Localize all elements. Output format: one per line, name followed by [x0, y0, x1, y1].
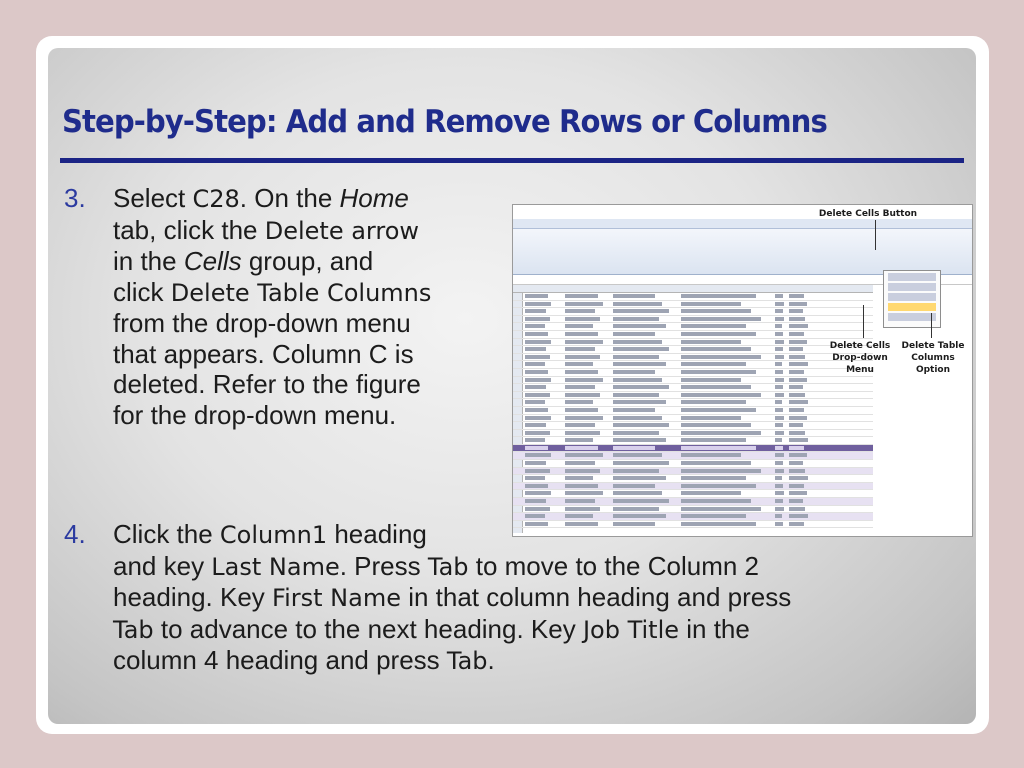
table-row	[513, 407, 873, 415]
cell-placeholder	[613, 499, 669, 503]
cell-placeholder	[565, 400, 593, 404]
menu-item	[888, 293, 936, 301]
cell-placeholder	[789, 294, 804, 298]
cell-placeholder	[681, 423, 751, 427]
cell-placeholder	[789, 507, 805, 511]
cell-placeholder	[789, 378, 807, 382]
cell-placeholder	[789, 522, 804, 526]
cell-placeholder	[613, 355, 659, 359]
cell-placeholder	[789, 499, 803, 503]
cell-placeholder	[789, 484, 804, 488]
cell-placeholder	[775, 499, 783, 503]
cell-placeholder	[613, 416, 662, 420]
cell-placeholder	[565, 355, 600, 359]
cell-placeholder	[525, 416, 551, 420]
table-row	[513, 384, 873, 392]
cell-placeholder	[789, 408, 804, 412]
cell-placeholder	[681, 302, 741, 306]
cell-placeholder	[525, 469, 550, 473]
cell-placeholder	[525, 522, 548, 526]
cell-placeholder	[789, 491, 807, 495]
cell-placeholder	[681, 393, 761, 397]
cell-placeholder	[789, 438, 808, 442]
slide-title: Step-by-Step: Add and Remove Rows or Columns	[62, 104, 827, 140]
cell-placeholder	[613, 393, 659, 397]
callout-delete-cells-dropdown: Delete Cells Drop-down Menu	[829, 341, 891, 375]
table-row	[513, 452, 873, 460]
cell-placeholder	[613, 446, 655, 450]
menu-item-delete-table-columns	[888, 303, 936, 311]
cell-placeholder	[775, 362, 782, 366]
cell-placeholder	[681, 469, 761, 473]
cell-placeholder	[789, 340, 807, 344]
cell-placeholder	[565, 385, 595, 389]
cell-placeholder	[775, 378, 784, 382]
cell-placeholder	[681, 309, 751, 313]
cell-placeholder	[789, 416, 807, 420]
cell-placeholder	[681, 355, 761, 359]
cell-placeholder	[565, 484, 598, 488]
cell-placeholder	[681, 514, 746, 518]
cell-placeholder	[789, 469, 805, 473]
cell-placeholder	[789, 362, 808, 366]
cell-placeholder	[775, 416, 784, 420]
cell-placeholder	[525, 332, 548, 336]
table-row	[513, 475, 873, 483]
cell-placeholder	[681, 317, 761, 321]
table-row	[513, 430, 873, 438]
table-row	[513, 498, 873, 506]
cell-placeholder	[565, 416, 603, 420]
cell-placeholder	[525, 355, 550, 359]
cell-placeholder	[565, 324, 593, 328]
cell-placeholder	[613, 507, 659, 511]
table-row	[513, 513, 873, 521]
cell-placeholder	[789, 370, 804, 374]
cell-placeholder	[565, 332, 598, 336]
cell-placeholder	[681, 431, 761, 435]
cell-placeholder	[681, 416, 741, 420]
cell-placeholder	[681, 385, 751, 389]
cell-placeholder	[525, 408, 548, 412]
cell-placeholder	[613, 491, 662, 495]
cell-placeholder	[775, 453, 784, 457]
cell-placeholder	[525, 294, 548, 298]
cell-placeholder	[775, 461, 783, 465]
table-row	[513, 460, 873, 468]
cell-placeholder	[613, 438, 666, 442]
cell-placeholder	[789, 400, 808, 404]
excel-screenshot-figure	[512, 204, 973, 537]
cell-placeholder	[613, 453, 662, 457]
cell-placeholder	[613, 324, 666, 328]
cell-placeholder	[565, 302, 603, 306]
step-3-number: 3.	[64, 183, 86, 213]
cell-placeholder	[565, 476, 593, 480]
cell-placeholder	[681, 453, 741, 457]
cell-placeholder	[613, 294, 655, 298]
cell-placeholder	[775, 324, 782, 328]
cell-placeholder	[525, 385, 546, 389]
table-row	[513, 521, 873, 529]
cell-placeholder	[525, 507, 550, 511]
cell-placeholder	[613, 385, 669, 389]
cell-placeholder	[565, 522, 598, 526]
cell-placeholder	[775, 309, 783, 313]
cell-placeholder	[775, 476, 782, 480]
table-row	[513, 293, 873, 301]
cell-placeholder	[613, 362, 666, 366]
cell-placeholder	[681, 408, 756, 412]
table-row	[513, 323, 873, 331]
cell-placeholder	[775, 446, 783, 450]
cell-placeholder	[565, 499, 595, 503]
callout-delete-table-columns-option: Delete Table Columns Option	[901, 341, 965, 375]
menu-item	[888, 283, 936, 291]
cell-placeholder	[775, 400, 782, 404]
cell-placeholder	[681, 499, 751, 503]
cell-placeholder	[613, 347, 669, 351]
column-headers	[513, 285, 873, 293]
cell-placeholder	[613, 522, 655, 526]
cell-placeholder	[775, 294, 783, 298]
table-row	[513, 506, 873, 514]
cell-placeholder	[565, 514, 593, 518]
cell-placeholder	[613, 378, 662, 382]
cell-placeholder	[775, 522, 783, 526]
cell-placeholder	[789, 324, 808, 328]
cell-placeholder	[681, 491, 741, 495]
cell-placeholder	[525, 347, 546, 351]
cell-placeholder	[681, 332, 756, 336]
cell-placeholder	[565, 438, 593, 442]
cell-placeholder	[681, 446, 756, 450]
cell-placeholder	[525, 438, 545, 442]
cell-placeholder	[525, 309, 546, 313]
cell-placeholder	[525, 317, 550, 321]
step-3-text: Select C28. On the Home tab, click the Delete arrow in the Cells group, and click Delete Table Columns from the drop-down menu that appears. Column C is deleted. Refer to the figure for the drop-down menu.	[113, 183, 432, 430]
cell-placeholder	[525, 461, 546, 465]
cell-placeholder	[565, 317, 600, 321]
cell-placeholder	[525, 302, 551, 306]
cell-placeholder	[525, 362, 545, 366]
cell-placeholder	[525, 476, 545, 480]
table-row	[513, 339, 873, 347]
cell-placeholder	[775, 507, 784, 511]
cell-placeholder	[525, 423, 546, 427]
cell-placeholder	[525, 514, 545, 518]
cell-placeholder	[775, 332, 783, 336]
table-row	[513, 415, 873, 423]
ribbon	[513, 229, 972, 275]
cell-placeholder	[775, 355, 784, 359]
table-row	[513, 445, 873, 453]
step-4-text: Click the Column1 heading and key Last Name. Press Tab to move to the Column 2 heading. Key First Name in that column heading and press Tab to advance to the next heading. Key Job Title in the column 4 heading and press Tab.	[113, 519, 792, 675]
cell-placeholder	[775, 340, 784, 344]
cell-placeholder	[681, 294, 756, 298]
cell-placeholder	[613, 461, 669, 465]
ribbon-tabs	[513, 219, 972, 229]
cell-placeholder	[681, 484, 756, 488]
cell-placeholder	[565, 469, 600, 473]
cell-placeholder	[775, 469, 784, 473]
cell-placeholder	[789, 347, 803, 351]
cell-placeholder	[681, 522, 756, 526]
cell-placeholder	[775, 408, 783, 412]
cell-placeholder	[565, 491, 603, 495]
cell-placeholder	[613, 484, 655, 488]
cell-placeholder	[613, 469, 659, 473]
cell-placeholder	[613, 400, 666, 404]
cell-placeholder	[681, 438, 746, 442]
table-row	[513, 308, 873, 316]
cell-placeholder	[525, 431, 550, 435]
cell-placeholder	[789, 446, 804, 450]
cell-placeholder	[775, 302, 784, 306]
cell-placeholder	[789, 431, 805, 435]
menu-item	[888, 313, 936, 321]
step-4-number: 4.	[64, 519, 86, 549]
cell-placeholder	[525, 378, 551, 382]
table-row	[513, 483, 873, 491]
cell-placeholder	[789, 423, 803, 427]
cell-placeholder	[525, 393, 550, 397]
cell-placeholder	[565, 453, 603, 457]
cell-placeholder	[565, 507, 600, 511]
cell-placeholder	[565, 423, 595, 427]
cell-placeholder	[613, 340, 662, 344]
table-row	[513, 301, 873, 309]
cell-placeholder	[789, 309, 803, 313]
cell-placeholder	[525, 370, 548, 374]
cell-placeholder	[681, 340, 741, 344]
cell-placeholder	[681, 400, 746, 404]
table-row	[513, 369, 873, 377]
cell-placeholder	[565, 431, 600, 435]
cell-placeholder	[565, 461, 595, 465]
cell-placeholder	[681, 507, 761, 511]
cell-placeholder	[775, 317, 784, 321]
cell-placeholder	[613, 431, 659, 435]
cell-placeholder	[525, 499, 546, 503]
cell-placeholder	[525, 491, 551, 495]
cell-placeholder	[789, 332, 804, 336]
delete-dropdown-menu	[883, 270, 941, 328]
worksheet-rows	[513, 293, 873, 528]
table-row	[513, 399, 873, 407]
cell-placeholder	[565, 294, 598, 298]
cell-placeholder	[681, 347, 751, 351]
cell-placeholder	[613, 476, 666, 480]
table-row	[513, 392, 873, 400]
table-row	[513, 354, 873, 362]
cell-placeholder	[613, 332, 655, 336]
cell-placeholder	[565, 340, 603, 344]
cell-placeholder	[789, 476, 808, 480]
cell-placeholder	[565, 378, 603, 382]
cell-placeholder	[789, 393, 805, 397]
cell-placeholder	[525, 446, 548, 450]
cell-placeholder	[775, 385, 783, 389]
cell-placeholder	[525, 324, 545, 328]
cell-placeholder	[613, 309, 669, 313]
cell-placeholder	[565, 370, 598, 374]
callout-line	[931, 313, 932, 338]
cell-placeholder	[525, 484, 548, 488]
cell-placeholder	[775, 514, 782, 518]
cell-placeholder	[565, 408, 598, 412]
cell-placeholder	[565, 347, 595, 351]
table-row	[513, 490, 873, 498]
cell-placeholder	[613, 370, 655, 374]
cell-placeholder	[775, 491, 784, 495]
table-row	[513, 331, 873, 339]
cell-placeholder	[565, 309, 595, 313]
callout-delete-cells-button: Delete Cells Button	[818, 209, 918, 219]
cell-placeholder	[789, 355, 805, 359]
cell-placeholder	[775, 347, 783, 351]
table-row	[513, 437, 873, 445]
cell-placeholder	[613, 317, 659, 321]
cell-placeholder	[681, 370, 756, 374]
cell-placeholder	[525, 400, 545, 404]
cell-placeholder	[789, 317, 805, 321]
cell-placeholder	[789, 514, 808, 518]
cell-placeholder	[613, 423, 669, 427]
cell-placeholder	[775, 370, 783, 374]
cell-placeholder	[789, 302, 807, 306]
menu-item	[888, 273, 936, 281]
cell-placeholder	[613, 514, 666, 518]
table-row	[513, 468, 873, 476]
cell-placeholder	[681, 476, 746, 480]
title-underline	[60, 158, 964, 163]
cell-placeholder	[775, 393, 784, 397]
cell-placeholder	[565, 362, 593, 366]
cell-placeholder	[789, 453, 807, 457]
cell-placeholder	[681, 362, 746, 366]
cell-placeholder	[789, 385, 803, 389]
cell-placeholder	[525, 340, 551, 344]
cell-placeholder	[525, 453, 551, 457]
cell-placeholder	[775, 484, 783, 488]
cell-placeholder	[681, 378, 741, 382]
cell-placeholder	[681, 324, 746, 328]
cell-placeholder	[681, 461, 751, 465]
callout-line	[875, 220, 876, 250]
table-row	[513, 377, 873, 385]
cell-placeholder	[613, 408, 655, 412]
table-row	[513, 422, 873, 430]
cell-placeholder	[789, 461, 803, 465]
cell-placeholder	[775, 438, 782, 442]
cell-placeholder	[565, 446, 598, 450]
cell-placeholder	[775, 423, 783, 427]
table-row	[513, 316, 873, 324]
cell-placeholder	[775, 431, 784, 435]
cell-placeholder	[613, 302, 662, 306]
table-row	[513, 346, 873, 354]
callout-line	[863, 305, 864, 338]
cell-placeholder	[565, 393, 600, 397]
table-row	[513, 361, 873, 369]
